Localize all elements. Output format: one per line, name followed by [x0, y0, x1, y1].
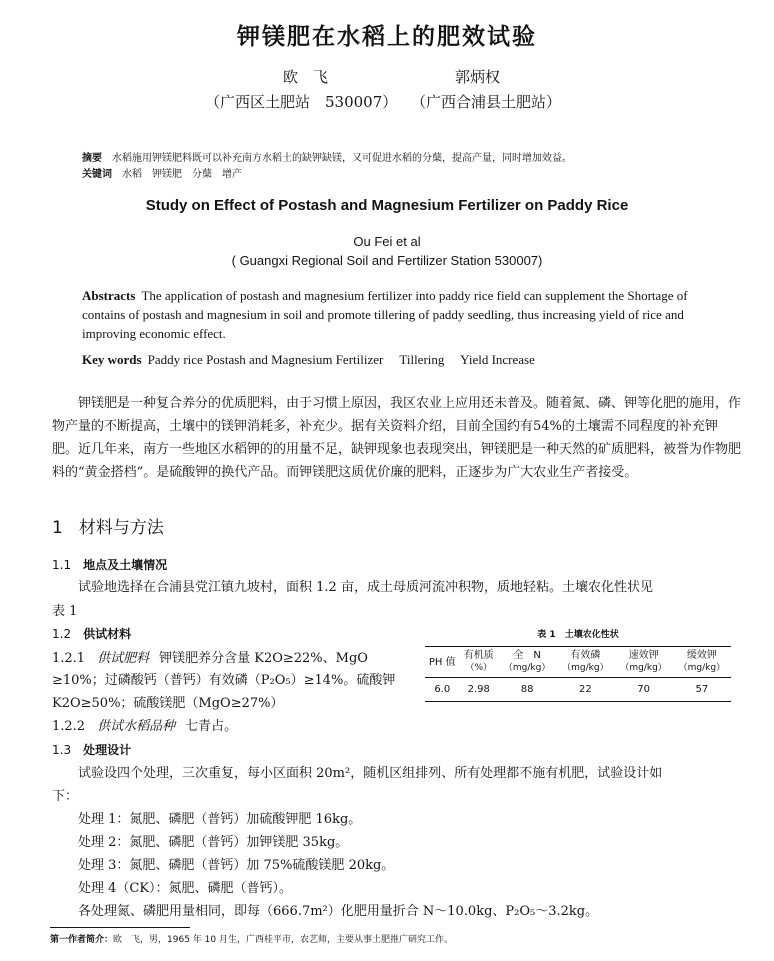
footnote-divider [50, 927, 190, 928]
section-1-title: 材料与方法 [78, 518, 164, 538]
table-cell: 57 [695, 684, 709, 695]
table-cell: 6.0 [434, 684, 451, 695]
keywords-cn [82, 165, 242, 180]
english-affiliation: ( Guangxi Regional Soil and Fertilizer Station 530007) [231, 253, 543, 268]
section-1-2-number: 1.2 [52, 627, 72, 641]
table-cell: 2.98 [467, 684, 490, 695]
section-1-3-title: 处理设计 [83, 743, 132, 757]
table-1 [425, 627, 731, 702]
table-cell: 70 [637, 684, 650, 695]
english-author: Ou Fei et al [353, 234, 421, 249]
table-header-cell: PH 值 [428, 656, 456, 668]
soil-properties-table [425, 646, 731, 702]
section-1-number: 1 [52, 518, 63, 538]
keywords-cn-label: 关键词 [82, 169, 112, 180]
abstract-en [82, 286, 722, 343]
table-header-cell: 有效磷 （mg/kg） [562, 650, 609, 673]
keywords-en [82, 349, 535, 368]
keywords-cn-text: 水稻 钾镁肥 分蘖 增产 [122, 169, 242, 180]
table-header-cell: 速效钾 （mg/kg） [620, 650, 667, 673]
table-1-caption: 表 1 土壤农化性状 [537, 630, 619, 640]
section-1-3-number: 1.3 [52, 743, 72, 757]
section-1-3-text: 试验设四个处理，三次重复，每小区面积 20m²，随机区组排列、所有处理都不施有机肥，试验设计如 [78, 766, 663, 781]
abstract-cn-text: 水稻施用钾镁肥料既可以补充南方水稻土的缺钾缺镁，又可促进水稻的分蘖，提高产量，同时增加效益。 [112, 153, 572, 164]
section-1-1-heading [52, 556, 167, 573]
paper-title: 钾镁肥在水稻上的肥效试验 [237, 24, 537, 50]
abstract-cn-label: 摘要 [82, 153, 102, 164]
affiliation-2: （广西合浦县土肥站） [411, 93, 562, 111]
section-1-3-text-2: 下： [52, 789, 79, 804]
table-header-cell: 缓效钾 （mg/kg） [678, 650, 726, 673]
section-1-3-last: 各处理氮、磷肥用量相同，即每（666.7m²）化肥用量折合 N～10.0kg、P₂O₅～3.2kg。 [78, 904, 599, 919]
section-1-1-text: 试验地选择在合浦县党江镇九坡村，面积 1.2 亩，成土母质河流冲积物，质地轻粘。土壤农化性状见 [78, 580, 653, 595]
footnote-text: 欧 飞，男，1965 年 10 月生，广西桂平市，农艺师，主要从事土肥推广研究工作。 [113, 935, 453, 945]
section-1-1-text-2: 表 1 [52, 604, 78, 619]
section-1-heading [52, 513, 164, 538]
treatment-4: 处理 4（CK）：氮肥、磷肥（普钙）。 [78, 881, 293, 896]
section-1-2-2-text: 七青占。 [185, 719, 238, 734]
english-title: Study on Effect of Postash and Magnesium Fertilizer on Paddy Rice [145, 197, 629, 214]
footnote-label: 第一作者简介： [50, 935, 114, 945]
table-row [425, 678, 731, 702]
affiliation-1: （广西区土肥站 530007） [205, 93, 398, 111]
section-1-2-1-label: 供试肥料 [97, 651, 150, 666]
treatment-2: 处理 2：氮肥、磷肥（普钙）加钾镁肥 35kg。 [78, 835, 349, 850]
keywords-en-text: Paddy rice Postash and Magnesium Fertilizer Tillering Yield Increase [147, 352, 535, 367]
section-1-2-2-label: 供试水稻品种 [97, 719, 176, 734]
section-1-1-title: 地点及土壤情况 [83, 558, 168, 572]
treatment-3: 处理 3：氮肥、磷肥（普钙）加 75%硫酸镁肥 20kg。 [78, 858, 395, 873]
abstract-cn [82, 149, 572, 164]
treatment-1: 处理 1：氮肥、磷肥（普钙）加硫酸钾肥 16kg。 [78, 812, 362, 827]
table-cell: 88 [520, 684, 534, 695]
author-1: 欧 飞 [283, 68, 329, 86]
table-cell: 22 [579, 684, 592, 695]
section-1-2-heading [52, 625, 131, 642]
section-1-2-1-text: 钾镁肥养分含量 K2O≥22%、MgO [159, 651, 368, 666]
abstract-en-label: Abstracts [82, 288, 136, 303]
section-1-2-1-number: 1.2.1 [52, 651, 86, 666]
section-1-2-2-line [52, 715, 237, 734]
author-2: 郭炳权 [455, 68, 501, 86]
section-1-2-1-line-2: ≥10%；过磷酸钙（普钙）有效磷（P₂O₅）≥14%。硫酸钾 [52, 673, 396, 688]
table-header-cell: 有机质 （%） [463, 650, 494, 673]
footnote [50, 932, 453, 945]
section-1-2-1-line-3: K2O≥50%；硫酸镁肥（MgO≥27%） [52, 696, 284, 711]
abstract-en-text: The application of postash and magnesium fertilizer into paddy rice field can supplement the Shortage of contains of postash and magnesium in soil and promote tillering of paddy seedling, thus increasing yield of rice and improving economic effect. [82, 288, 688, 341]
section-1-3-heading [52, 741, 131, 758]
section-1-2-1-line [52, 647, 368, 666]
table-header-row [425, 647, 731, 678]
table-header-cell: 全 N （mg/kg） [503, 650, 551, 673]
intro-paragraph: 钾镁肥是一种复合养分的优质肥料，由于习惯上原因，我区农业上应用还未普及。随着氮、磷、钾等化肥的施用，作物产量的不断提高，土壤中的镁钾消耗多，补充少。据有关资料介绍，目前全国约有54%的土壤需不同程度的补充钾肥。近几年来，南方一些地区水稻钾的的用量不足，缺钾现象也表现突出，钾镁肥是一种天然的矿质肥料，被誉为作物肥料的“黄金搭档”。是硫酸钾的换代产品。而钾镁肥这质优价廉的肥料，正逐步为广大农业生产者接受。 [52, 396, 742, 480]
section-1-2-title: 供试材料 [83, 627, 132, 641]
section-1-1-number: 1.1 [52, 558, 72, 572]
section-1-2-2-number: 1.2.2 [52, 719, 86, 734]
keywords-en-label: Key words [82, 352, 142, 367]
